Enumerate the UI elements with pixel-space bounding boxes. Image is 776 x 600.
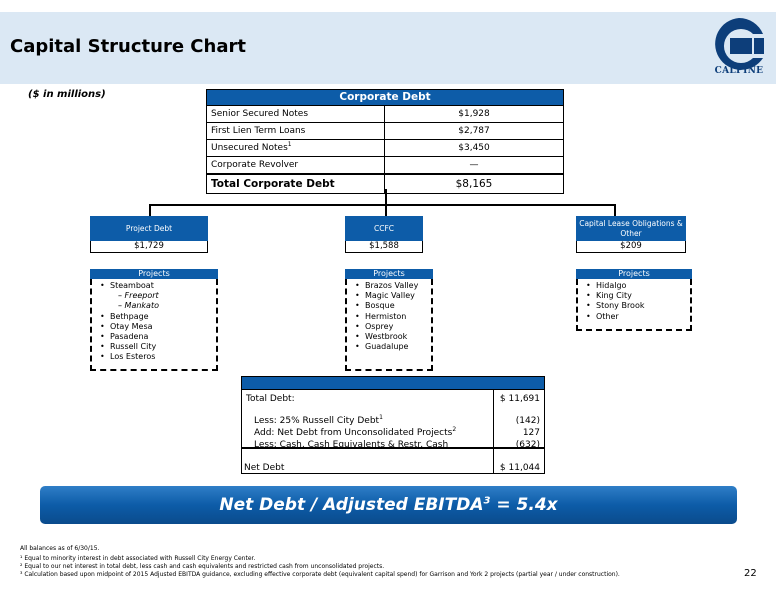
- banner-text: Net Debt / Adjusted EBITDA: [219, 495, 484, 515]
- row-label: Senior Secured Notes: [207, 106, 385, 122]
- net-debt-values: [494, 390, 544, 474]
- net-debt-value: $ 11,044: [499, 463, 540, 473]
- total-debt-label: Total Debt:: [246, 394, 295, 404]
- table-row: [207, 156, 563, 173]
- footnote-ref: 1: [379, 414, 383, 421]
- banner-ratio: = 5.4x: [490, 495, 558, 515]
- net-debt-labels: [242, 390, 494, 474]
- connector-line: [614, 204, 616, 216]
- connector-line: [149, 204, 151, 216]
- connector-line: [149, 204, 615, 206]
- connector-line: [385, 189, 387, 205]
- list-item: • Other: [586, 311, 619, 321]
- row-value: $1,928: [458, 109, 490, 119]
- list-item: – Freeport: [118, 291, 159, 301]
- projects-box: [345, 279, 433, 371]
- list-item: • Osprey: [355, 321, 394, 331]
- row-label: Corporate Revolver: [207, 157, 385, 173]
- connector-line: [385, 204, 387, 216]
- table-row: [207, 139, 563, 156]
- entity-ccfc: [345, 216, 423, 241]
- entity-capital-lease: [576, 216, 686, 241]
- list-item: • Guadalupe: [355, 342, 409, 352]
- projects-header: Projects: [576, 269, 692, 279]
- entity-name: Capital Lease Obligations & Other: [579, 219, 683, 238]
- list-item: • Otay Mesa: [100, 321, 153, 331]
- footnote-ref: 2: [452, 426, 457, 433]
- corporate-debt-header: Corporate Debt: [207, 90, 563, 105]
- row-value: $3,450: [458, 143, 490, 153]
- projects-box: [576, 279, 692, 331]
- list-item: • King City: [586, 291, 632, 301]
- row-label: Unsecured Notes$^1$: [207, 140, 385, 156]
- table-row: [207, 122, 563, 139]
- list-item: • Los Esteros: [100, 352, 156, 362]
- entity-name: CCFC: [373, 224, 395, 233]
- list-item: • Hidalgo: [586, 281, 627, 290]
- list-item: • Brazos Valley: [355, 281, 419, 290]
- footnote: ² Equal to our net interest in total debt, less cash and cash equivalents and restricted cash from unconsolidated projects.: [20, 563, 385, 570]
- list-item: • Bosque: [355, 301, 395, 311]
- list-item: • Steamboat: [100, 281, 154, 290]
- entity-value: $1,588: [345, 241, 423, 253]
- net-debt-label: Net Debt: [244, 463, 285, 473]
- entity-value: $1,729: [90, 241, 208, 253]
- list-item: • Magic Valley: [355, 291, 415, 301]
- total-label: Total Corporate Debt: [207, 175, 385, 193]
- net-debt-header: [242, 377, 544, 390]
- list-item: • Hermiston: [355, 311, 407, 321]
- row-value: —: [469, 160, 479, 170]
- row-value: $2,787: [458, 126, 490, 136]
- list-item: • Westbrook: [355, 332, 408, 342]
- footnote: ³ Calculation based upon midpoint of 2015 Adjusted EBITDA guidance, excluding effective corporate debt (equivalent capital spend) for Garrison and York 2 projects (partial year / under construction).: [20, 571, 620, 578]
- list-item: • Pasadena: [100, 332, 149, 342]
- footnote: ¹ Equal to minority interest in debt associated with Russell City Energy Center.: [20, 555, 256, 562]
- footnote-ref: 1: [287, 141, 292, 148]
- adjustment-label: Add: Net Debt from Unconsolidated Projects$^2$: [254, 426, 457, 438]
- projects-header: Projects: [345, 269, 433, 279]
- list-item: • Bethpage: [100, 311, 149, 321]
- adjustment-value: (632): [515, 440, 540, 450]
- leverage-banner: [40, 486, 737, 524]
- net-debt-divider: [242, 447, 544, 449]
- entity-project-debt: [90, 216, 208, 241]
- row-label: First Lien Term Loans: [207, 123, 385, 139]
- total-debt-value: $ 11,691: [499, 394, 540, 404]
- units-label: ($ in millions): [28, 89, 106, 100]
- table-row: [207, 105, 563, 122]
- entity-value: $209: [576, 241, 686, 253]
- adjustment-label: Less: 25% Russell City Debt$^1$: [254, 414, 383, 426]
- projects-header: Projects: [90, 269, 218, 279]
- adjustment-value: (142): [515, 416, 540, 426]
- entity-name: Project Debt: [125, 224, 173, 233]
- list-item: • Russell City: [100, 342, 157, 352]
- total-value: $8,165: [455, 178, 493, 190]
- corporate-debt-table: [206, 89, 564, 194]
- adjustment-label: Less: Cash, Cash Equivalents & Restr. Cash: [254, 440, 449, 450]
- footnote-ref: 3: [483, 495, 491, 507]
- logo-text: CALPINE: [714, 66, 764, 76]
- page-number: 22: [744, 568, 757, 579]
- net-debt-table: [241, 376, 545, 474]
- page-title: Capital Structure Chart: [10, 36, 246, 57]
- adjustment-value: 127: [522, 428, 540, 438]
- footnote: All balances as of 6/30/15.: [20, 545, 100, 552]
- list-item: – Mankato: [118, 301, 159, 311]
- projects-box: [90, 279, 218, 371]
- list-item: • Stony Brook: [586, 301, 645, 311]
